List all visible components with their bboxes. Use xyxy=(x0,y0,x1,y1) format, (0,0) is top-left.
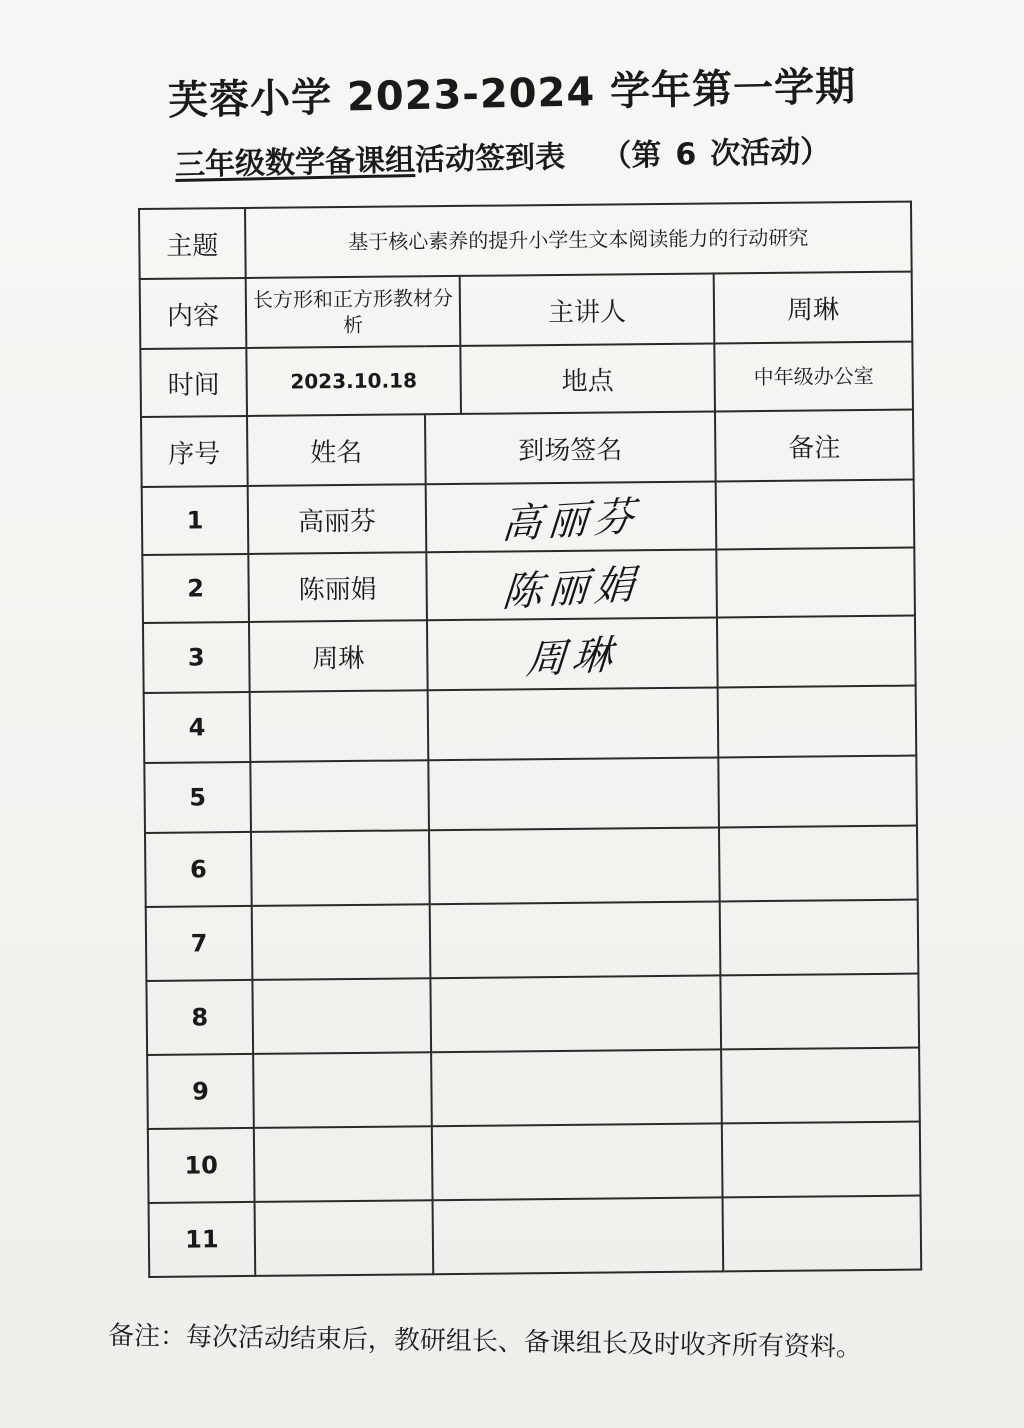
row-remark xyxy=(718,756,917,828)
row-name xyxy=(252,978,431,1054)
row-name: 陈丽娟 xyxy=(248,552,427,622)
table-row xyxy=(144,686,917,763)
table-row xyxy=(146,974,919,1055)
topic-row xyxy=(139,202,912,279)
document-title: 芙蓉小学 2023-2024 学年第一学期 xyxy=(167,63,857,125)
topic-value: 基于核心素养的提升小学生文本阅读能力的行动研究 xyxy=(245,202,912,278)
row-remark xyxy=(716,548,915,618)
table-row xyxy=(142,548,915,623)
row-number: 6 xyxy=(145,832,252,907)
row-name: 高丽芬 xyxy=(248,484,427,554)
subtitle-session-suffix: 次活动） xyxy=(709,134,831,172)
row-signature xyxy=(428,757,719,830)
row-number: 8 xyxy=(146,980,253,1055)
header-remark: 备注 xyxy=(715,410,914,482)
subtitle-session-prefix: （第 xyxy=(601,137,662,175)
sign-in-table xyxy=(138,201,922,1278)
handwritten-signature: 陈丽娟 xyxy=(500,560,643,616)
subtitle-sheet-name: 活动签到表 xyxy=(414,139,566,178)
row-number: 2 xyxy=(142,554,249,623)
table-row xyxy=(142,480,915,555)
row-name xyxy=(251,830,430,906)
row-signature xyxy=(426,549,717,620)
header-name: 姓名 xyxy=(247,414,426,486)
row-number: 5 xyxy=(144,762,251,833)
row-number: 11 xyxy=(149,1202,256,1277)
row-name xyxy=(250,690,429,762)
document-subtitle xyxy=(175,126,831,184)
subtitle-group: 三年级数学备课组 xyxy=(174,142,416,183)
row-number: 10 xyxy=(148,1128,255,1203)
row-number: 3 xyxy=(143,622,250,693)
row-signature xyxy=(430,975,721,1052)
place-label: 地点 xyxy=(460,343,715,413)
subtitle-session-number: 6 xyxy=(675,137,697,173)
row-remark xyxy=(718,686,917,758)
row-number: 9 xyxy=(147,1054,254,1129)
time-row xyxy=(140,342,913,417)
content-value: 长方形和正方形教材分析 xyxy=(246,276,461,348)
row-signature xyxy=(426,481,717,552)
row-remark xyxy=(721,1048,920,1124)
row-signature xyxy=(430,901,721,978)
handwritten-signature: 周琳 xyxy=(524,631,620,684)
row-remark xyxy=(717,616,916,688)
row-name: 周琳 xyxy=(249,620,428,692)
row-name xyxy=(254,1126,433,1202)
row-name xyxy=(250,760,429,832)
header-no: 序号 xyxy=(141,416,248,487)
speaker-value: 周琳 xyxy=(714,272,913,344)
row-signature xyxy=(432,1123,723,1200)
topic-label: 主题 xyxy=(139,208,246,279)
row-name xyxy=(252,904,431,980)
attendance-header-row xyxy=(141,410,914,487)
table-row xyxy=(146,900,919,981)
row-signature xyxy=(428,687,719,760)
row-remark xyxy=(720,974,919,1050)
handwritten-signature: 高丽芬 xyxy=(500,492,642,548)
speaker-label: 主讲人 xyxy=(460,273,715,345)
row-number: 7 xyxy=(146,906,253,981)
row-signature xyxy=(429,827,720,904)
row-signature xyxy=(431,1049,722,1126)
row-number: 1 xyxy=(142,486,249,555)
table-row xyxy=(147,1048,920,1129)
row-name xyxy=(255,1200,434,1276)
table-row xyxy=(143,616,916,693)
table-row xyxy=(148,1122,921,1203)
row-remark xyxy=(719,826,918,902)
content-row xyxy=(140,272,913,349)
row-name xyxy=(253,1052,432,1128)
row-remark xyxy=(723,1196,922,1272)
place-value: 中年级办公室 xyxy=(714,342,913,412)
row-number: 4 xyxy=(144,692,251,763)
table-row xyxy=(149,1196,922,1277)
row-remark xyxy=(722,1122,921,1198)
row-signature xyxy=(427,617,718,690)
row-remark xyxy=(716,480,915,550)
row-signature xyxy=(433,1197,724,1274)
time-value: 2023.10.18 xyxy=(246,346,461,416)
header-signature: 到场签名 xyxy=(425,411,716,484)
table-row xyxy=(145,826,918,907)
row-remark xyxy=(720,900,919,976)
content-label: 内容 xyxy=(140,278,247,349)
time-label: 时间 xyxy=(140,348,247,417)
footer-note: 备注：每次活动结束后，教研组长、备课组长及时收齐所有资料。 xyxy=(107,1321,863,1363)
table-row xyxy=(144,756,917,833)
